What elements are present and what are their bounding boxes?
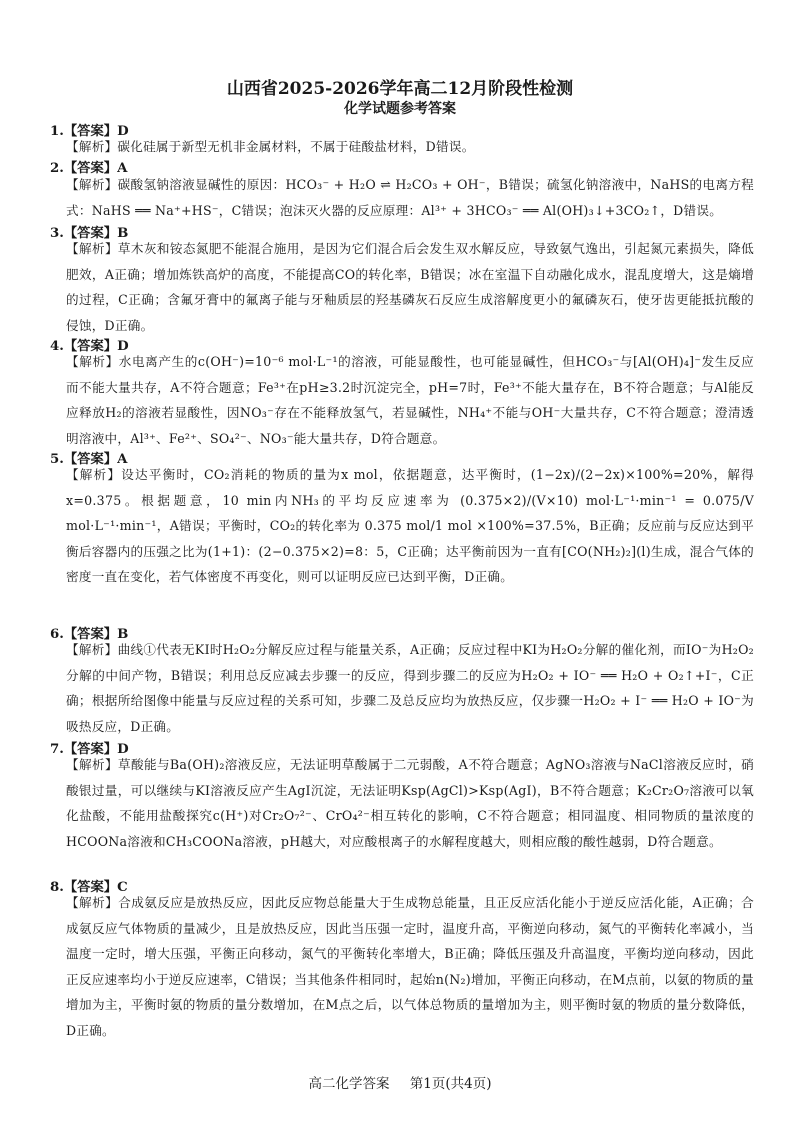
explanation-8: 【解析】合成氨反应是放热反应，因此反应物总能量大于生成物总能量，且正反应活化能小于逆反应活化能，A正确；合成氨反应气体物质的量减少，且是放热反应，因此当压强一定时，温度升高，平衡逆向移动，氮气的平衡转化率减小，当温度一定时，增大压强，平衡正向移动，氮气的平衡转化率增大，B正确；降低压强及升高温度，平衡均逆向移动，因此正反应速率均小于逆反应速率，C错误；当其他条件相同时，起始n(N₂)增加，平衡正向移动，在M点前，以氨的物质的量增加为主，平衡时氨的物质的量分数增加，在M点之后，以气体总物质的量增加为主，则平衡时氨的物质的量分数降低，D正确。: [66, 895, 754, 1038]
explanation-7: 【解析】草酸能与Ba(OH)₂溶液反应，无法证明草酸属于二元弱酸，A不符合题意；AgNO₃溶液与NaCl溶液反应时，硝酸银过量，可以继续与KI溶液反应产生AgI沉淀，无法证明Ksp(AgCl)>Ksp(AgI)，B不符合题意；K₂Cr₂O₇溶液可以氧化盐酸，不能用盐酸探究c(H⁺)对Cr₂O₇²⁻、CrO₄²⁻相互转化的影响，C不符合题意；相同温度、相同物质的量浓度的HCOONa溶液和CH₃COONa溶液，pH越大，对应酸根离子的水解程度越大，则相应酸的酸性越弱，D符合题意。: [66, 757, 754, 849]
page-title: 山西省2025-2026学年高二12月阶段性检测: [226, 79, 574, 99]
explanation-6: 【解析】曲线①代表无KI时H₂O₂分解反应过程与能量关系，A正确；反应过程中KI为H₂O₂分解的催化剂，而IO⁻为H₂O₂分解的中间产物，B错误；利用总反应减去步骤一的反应，得到步骤二的反应为H₂O₂ + IO⁻ ══ H₂O + O₂↑+I⁻，C正确；根据所给图像中能量与反应过程的关系可知，步骤二及总反应均为放热反应，仅步骤一H₂O₂ + I⁻ ══ H₂O + IO⁻为吸热反应，D正确。: [66, 642, 754, 734]
answer-1: 1.【答案】D: [50, 124, 129, 139]
answer-5: 5.【答案】A: [50, 452, 128, 467]
answer-6: 6.【答案】B: [50, 627, 129, 642]
footer-page-number: 第1页(共4页): [409, 1076, 492, 1092]
answer-3: 3.【答案】B: [50, 226, 129, 241]
page-footer: [0, 1072, 800, 1092]
explanation-2: 【解析】碳酸氢钠溶液显碱性的原因：HCO₃⁻ + H₂O ⇌ H₂CO₃ + OH⁻，B错误；硫氢化钠溶液中，NaHS的电离方程式：NaHS ══ Na⁺+HS⁻，C错误；泡沫灭火器的反应原理：Al³⁺ + 3HCO₃⁻ ══ Al(OH)₃↓+3CO₂↑，D错误。: [66, 177, 754, 218]
explanation-1: 【解析】碳化硅属于新型无机非金属材料，不属于硅酸盐材料，D错误。: [66, 139, 475, 154]
explanation-4: 【解析】水电离产生的c(OH⁻)=10⁻⁶ mol·L⁻¹的溶液，可能显酸性，也可能显碱性，但HCO₃⁻与[Al(OH)₄]⁻发生反应而不能大量共存，A不符合题意；Fe³⁺在pH≥3.2时沉淀完全，pH=7时，Fe³⁺不能大量存在，B不符合题意；与Al能反应释放H₂的溶液若显酸性，因NO₃⁻存在不能释放氢气，若显碱性，NH₄⁺不能与OH⁻大量共存，C不符合题意；澄清透明溶液中，Al³⁺、Fe²⁺、SO₄²⁻、NO₃⁻能大量共存，D符合题意。: [66, 354, 754, 446]
explanation-5: 【解析】设达平衡时，CO₂消耗的物质的量为x mol，依据题意，达平衡时，(1−2x)/(2−2x)×100%=20%，解得x=0.375。根据题意，10 min内NH₃的平均反应速率为 (0.375×2)/(V×10) mol·L⁻¹·min⁻¹ = 0.075/V mol·L⁻¹·min⁻¹，A错误；平衡时，CO₂的转化率为 0.375 mol/1 mol ×100%=37.5%，B正确；反应前与反应达到平衡后容器内的压强之比为(1+1)：(2−0.375×2)=8：5，C正确；达平衡前因为一直有[CO(NH₂)₂](l)生成，混合气体的密度一直在变化，若气体密度不再变化，则可以证明反应已达到平衡，D正确。: [66, 467, 754, 584]
answer-4: 4.【答案】D: [50, 339, 129, 354]
answer-7: 7.【答案】D: [50, 742, 129, 757]
answer-8: 8.【答案】C: [50, 880, 128, 895]
explanation-3: 【解析】草木灰和铵态氮肥不能混合施用，是因为它们混合后会发生双水解反应，导致氨气逸出，引起氮元素损失，降低肥效，A正确；增加炼铁高炉的高度，不能提高CO的转化率，B错误；冰在室温下自动融化成水，混乱度增大，这是熵增的过程，C正确；含氟牙膏中的氟离子能与牙釉质层的羟基磷灰石反应生成溶解度更小的氟磷灰石，使牙齿更能抵抗酸的侵蚀，D正确。: [66, 241, 754, 333]
page-subtitle: 化学试题参考答案: [344, 101, 456, 117]
answer-2: 2.【答案】A: [50, 161, 128, 176]
footer-subject: 高二化学答案: [308, 1076, 390, 1092]
